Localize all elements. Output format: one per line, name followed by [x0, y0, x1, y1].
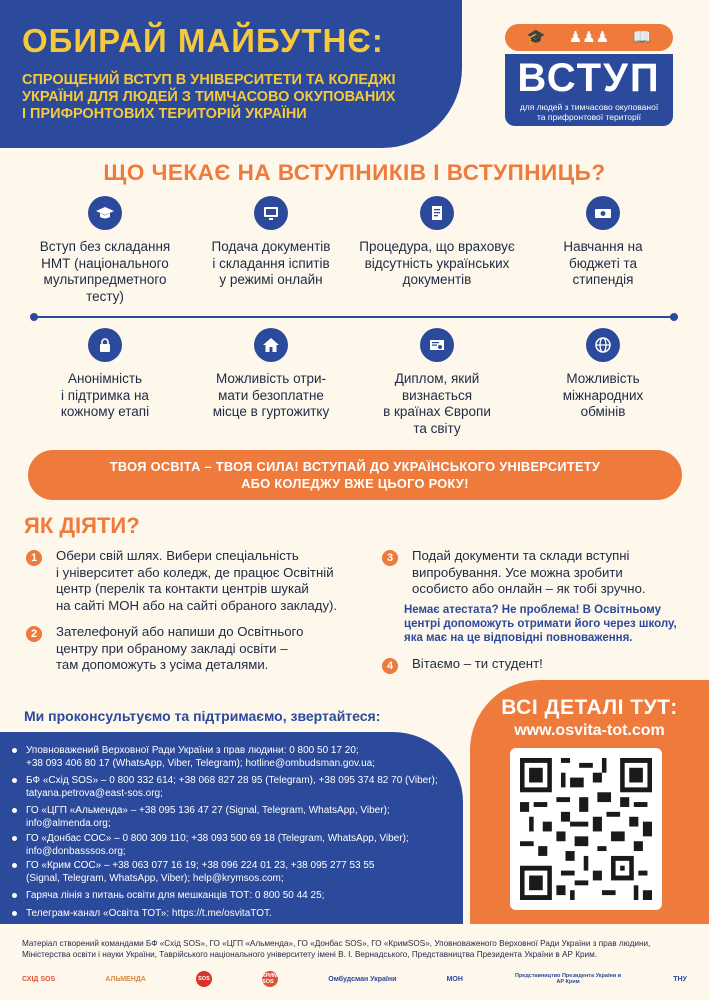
banner-line: ТВОЯ ОСВІТА – ТВОЯ СИЛА! ВСТУПАЙ ДО УКРАЇНСЬКОГО УНІВЕРСИТЕТУ [109, 459, 601, 474]
contact-krym-sos: ГО «Крим СОС» – +38 063 077 16 19; +38 096 224 01 23, +38 095 277 53 55 (Signal, Telegram, WhatsApp, Viber); help@krymsos.com; [12, 859, 452, 885]
diploma-icon [420, 328, 454, 362]
details-title: ВСІ ДЕТАЛІ ТУТ: [501, 696, 678, 719]
logo-word: ВСТУП [505, 54, 673, 100]
step-text: Обери свій шлях. Вибери спеціальність і університет або коледж, де працює Освітній центр (перелік та контакти центрів шукай на сайті МОН або на сайті обраного закладу). [56, 548, 338, 613]
graduation-cap-icon: 🎓 [526, 29, 546, 46]
feature-text: Можливість отри- мати безоплатне місце в гуртожитку [212, 371, 330, 419]
bullet-icon [12, 836, 17, 841]
partner-logo-ombudsman: Омбудсман України [328, 975, 397, 983]
home-icon [254, 328, 288, 362]
subtitle-line: УКРАЇНИ ДЛЯ ЛЮДЕЙ З ТИМЧАСОВО ОКУПОВАНИХ [22, 89, 396, 105]
features-row-1 [22, 196, 687, 305]
step-1 [26, 548, 366, 614]
logo-tagline-line: та прифронтової території [536, 112, 641, 122]
header [0, 0, 709, 148]
feature-online [188, 196, 354, 305]
step-number: 3 [382, 550, 398, 566]
partner-logo-tnu: ТНУ [673, 975, 687, 983]
step-2 [26, 624, 366, 674]
step-number: 1 [26, 550, 42, 566]
certificate-note: Немає атестата? Не проблема! В Освітньому центрі допоможуть отримати його через школу, яка має на це відповідні повноваження. [404, 604, 677, 644]
qr-code[interactable] [510, 748, 662, 910]
page-subtitle [22, 72, 442, 123]
contact-east-sos: БФ «Схід SOS» – 0 800 332 614; +38 068 827 28 95 (Telegram), +38 095 374 82 70 (Viber); tatyana.petrova@east-sos.org; [12, 774, 452, 800]
online-computer-icon [254, 196, 288, 230]
bullet-icon [12, 893, 17, 898]
slogan-banner [28, 450, 682, 500]
feature-text: Вступ без складання НМТ (національного мультипредметного тесту) [39, 239, 171, 304]
feature-text: Можливість міжнародних обмінів [562, 371, 644, 419]
contact-almenda: ГО «ЦГП «Альменда» – +38 095 136 47 27 (Signal, Telegram, WhatsApp, Viber); info@almenda.org; [12, 804, 452, 830]
contact-hotline: Гаряча лінія з питань освіти для мешканців ТОТ: 0 800 50 44 25; [12, 889, 452, 902]
feature-text: Процедура, що враховує відсутність українських документів [359, 239, 515, 287]
partner-logo-president-rep: Представництво Президента України в АР Крим [514, 973, 622, 985]
feature-no-nmt [22, 196, 188, 305]
logo-tagline [505, 100, 673, 126]
feature-text: Подача документів і складання іспитів у режимі онлайн [211, 239, 331, 287]
feature-text: Навчання на бюджеті та стипендія [563, 239, 643, 287]
contacts-panel [0, 732, 463, 924]
globe-icon [586, 328, 620, 362]
feature-no-documents [354, 196, 520, 305]
people-icon: ♟♟♟ [568, 29, 610, 46]
header-panel [0, 0, 462, 148]
documents-icon [420, 196, 454, 230]
bullet-icon [12, 778, 17, 783]
page-title: ОБИРАЙ МАЙБУТНЄ: [22, 22, 384, 59]
qr-code-image [520, 758, 652, 900]
feature-anonymity [22, 328, 188, 437]
bullet-icon [12, 748, 17, 753]
money-icon [586, 196, 620, 230]
bullet-icon [12, 808, 17, 813]
bullet-icon [12, 863, 17, 868]
partner-logo-mon: МОН [446, 975, 463, 983]
footer-credits [22, 938, 692, 960]
feature-dormitory [188, 328, 354, 437]
contact-donbas-sos: ГО «Донбас СОС» – 0 800 309 110; +38 093 500 69 18 (Telegram, WhatsApp, Viber); info@donbasssos.org; [12, 832, 452, 858]
contacts-title: Ми проконсультуємо та підтримаємо, звертайтеся: [24, 708, 381, 724]
graduation-cap-icon [88, 196, 122, 230]
feature-diploma [354, 328, 520, 437]
subtitle-line: І ПРИФРОНТОВИХ ТЕРИТОРІЙ УКРАЇНИ [22, 106, 307, 122]
bullet-icon [12, 911, 17, 916]
divider [34, 316, 674, 318]
step-text: Подай документи та склади вступні випробування. Усе можна зробити особисто або онлайн – як тобі зручно. [412, 548, 646, 596]
feature-text: Диплом, який визнається в країнах Європи та світу [383, 371, 491, 436]
book-icon: 📖 [632, 29, 652, 46]
logo-icon-strip [505, 24, 673, 51]
details-url[interactable]: www.osvita-tot.com [514, 722, 665, 739]
step-3 [382, 548, 692, 598]
step-4 [382, 656, 692, 674]
step-number: 4 [382, 658, 398, 674]
feature-exchange [520, 328, 686, 437]
step-number: 2 [26, 626, 42, 642]
partner-logo-almenda: АЛЬМЕНДА [105, 975, 146, 983]
banner-line: АБО КОЛЕДЖУ ВЖЕ ЦЬОГО РОКУ! [241, 476, 469, 491]
how-title: ЯК ДІЯТИ? [24, 513, 140, 538]
footer-line: Матеріал створений командами БФ «Схід SOS», ГО «ЦГП «Альменда», ГО «Донбас SOS», ГО «КримSOS», Уповноваженого Верховної Ради України з прав людини, [22, 939, 651, 948]
feature-text: Анонімність і підтримка на кожному етапі [60, 371, 150, 419]
logo-tagline-line: для людей з тимчасово окупованої [519, 102, 659, 112]
contact-telegram: Телеграм-канал «Освіта ТОТ»: https://t.me/osvitaTOT. [12, 907, 452, 920]
features-row-2 [22, 328, 687, 437]
expect-title: ЩО ЧЕКАЄ НА ВСТУПНИКІВ І ВСТУПНИЦЬ? [103, 160, 606, 185]
lock-icon [88, 328, 122, 362]
partner-logo-sos: SOS [196, 971, 212, 987]
partner-logo-east-sos: СХІД SOS [22, 975, 56, 983]
feature-budget [520, 196, 686, 305]
step-text: Вітаємо – ти студент! [412, 656, 543, 671]
partner-logo-krym-sos: КРИМ SOS [262, 973, 278, 985]
step-text: Зателефонуй або напиши до Освітнього центру при обраному закладі освіти – там допоможуть з усіма деталями. [56, 624, 304, 672]
subtitle-line: СПРОЩЕНИЙ ВСТУП В УНІВЕРСИТЕТИ ТА КОЛЕДЖІ [22, 72, 396, 88]
contact-ombudsman: Уповноважений Верховної Ради України з прав людини: 0 800 50 17 20; +38 093 406 80 17 (WhatsApp, Viber, Telegram); hotline@ombudsman.gov.ua; [12, 744, 452, 770]
vstup-logo [505, 24, 673, 126]
partner-logos [22, 966, 687, 992]
footer-line: Міністерства освіти і науки України, Таврійського національного університету імені В. І. Вернадського, Представництва Президента України в АР Крим. [22, 950, 598, 959]
